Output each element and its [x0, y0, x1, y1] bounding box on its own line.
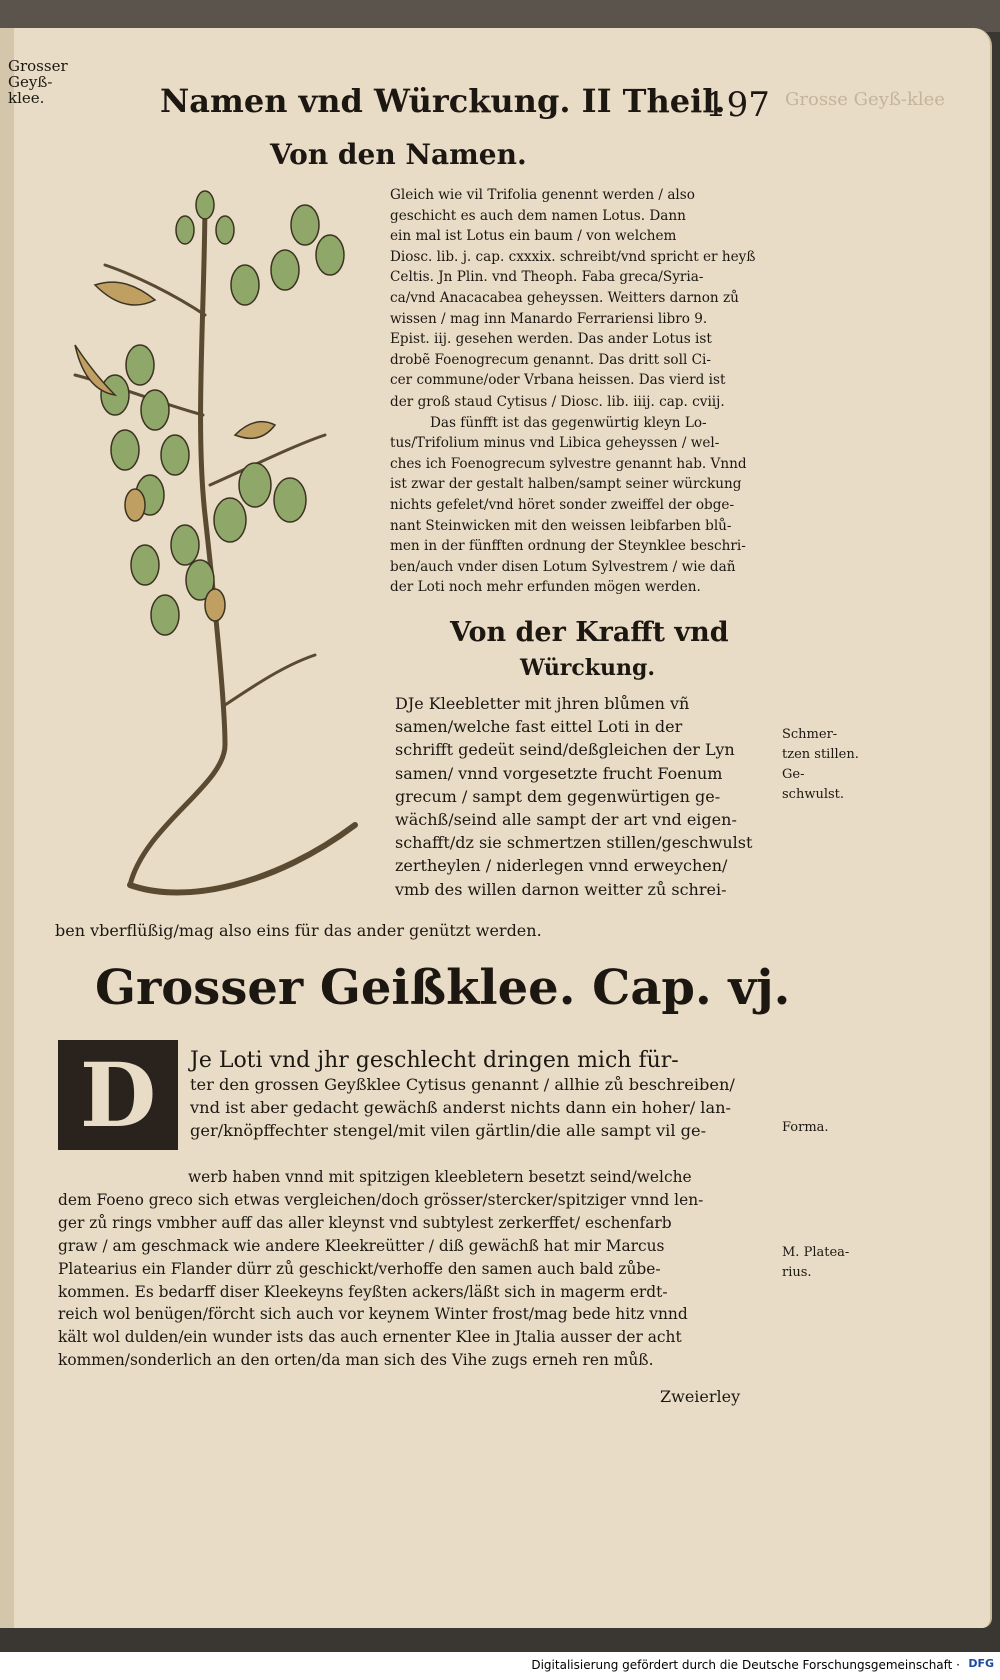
- text-line: Celtis. Jn Plin. vnd Theoph. Faba greca/Syria-: [390, 269, 704, 286]
- text-line: ben/auch vnder disen Lotum Sylvestrem / wie dañ: [390, 558, 736, 575]
- right-margin-ghost-text: Grosse Geyß-klee: [785, 89, 945, 110]
- text-line: zertheylen / niderlegen vnnd erweychen/: [395, 856, 728, 876]
- catchword: Zweierley: [660, 1387, 741, 1406]
- text-line: schafft/dz sie schmertzen stillen/geschwulst: [395, 833, 753, 853]
- text-line: ger zů rings vmbher auff das aller kleynst vnd subtylest zerkerffet/ eschenfarb: [58, 1213, 672, 1232]
- paragraph-krafft: [395, 692, 795, 901]
- text-line: kommen/sonderlich an den orten/da man sich des Vihe zugs erneh ren můß.: [58, 1351, 654, 1370]
- section-heading-krafft: Von der Krafft vnd: [450, 617, 729, 648]
- margin-note-forma: Forma.: [782, 1120, 829, 1135]
- text-line: drobẽ Foenogrecum genannt. Das dritt soll Ci-: [390, 351, 711, 368]
- text-line: vmb des willen darnon weitter zů schrei-: [395, 879, 727, 899]
- section-heading-namen: Von den Namen.: [270, 138, 527, 171]
- text-line: cer commune/oder Vrbana heissen. Das vierd ist: [390, 372, 726, 389]
- text-line: kommen. Es bedarff diser Kleekeyns feyßten ackers/läßt sich in magerm erdt-: [58, 1282, 668, 1301]
- text-line: Gleich wie vil Trifolia genennt werden / also: [390, 187, 695, 203]
- text-line: wächß/seind alle sampt der art vnd eigen-: [395, 810, 737, 830]
- text-line: nichts gefelet/vnd höret sonder zweiffel der obge-: [390, 496, 735, 513]
- footer-bar: [0, 1652, 1000, 1680]
- text-line: dem Foeno greco sich etwas vergleichen/doch grösser/stercker/spitziger vnnd len-: [58, 1190, 704, 1209]
- margin-note-schmertzen: [782, 725, 859, 805]
- page-number: 197: [705, 85, 770, 125]
- text-line: reich wol benügen/förcht sich auch vor keynem Winter frost/mag bede hitz vnnd: [58, 1305, 688, 1324]
- paragraph-names-2: [390, 392, 770, 598]
- text-line: ein mal ist Lotus ein baum / von welchem: [390, 228, 677, 245]
- text-line: ger/knöpffechter stengel/mit vilen gärtlin/die alle sampt vil ge-: [190, 1120, 707, 1140]
- section-heading-wuerckung: Würckung.: [520, 655, 656, 681]
- text-line: ist zwar der gestalt halben/sampt seiner würckung: [390, 476, 742, 493]
- chapter-heading: Grosser Geißklee. Cap. vj.: [95, 960, 791, 1016]
- page-gutter: [0, 28, 14, 1628]
- chapter-text-indented: [190, 1048, 735, 1143]
- text-line: der groß staud Cytisus / Diosc. lib. iiij. cap. cviij.: [390, 394, 725, 410]
- text-line: werb haben vnnd mit spitzigen kleebletern besetzt seind/welche: [188, 1168, 692, 1186]
- text-line: graw / am geschmack wie andere Kleekreütter / diß gewächß hat mir Marcus: [58, 1236, 665, 1255]
- text-line: tus/Trifolium minus vnd Libica geheyssen / wel-: [390, 435, 720, 452]
- text-line: grecum / sampt dem gegenwürtigen ge-: [395, 786, 721, 806]
- margin-note-platearius: [782, 1243, 849, 1283]
- text-line: DJe Kleebletter mit jhren blůmen vñ: [395, 694, 690, 713]
- text-line: Platearius ein Flander dürr zů geschickt/verhoffe den samen auch bald zůbe-: [58, 1259, 661, 1278]
- text-line: der Loti noch mehr erfunden mögen werden.: [390, 579, 701, 596]
- text-line: Je Loti vnd jhr geschlecht dringen mich für-: [190, 1048, 679, 1073]
- chapter-text-full: [58, 1166, 703, 1372]
- left-margin-note: Grosser Geyß-klee.: [8, 57, 68, 107]
- text-line: kält wol dulden/ein wunder ists das auch ernenter Klee in Jtalia ausser der acht: [58, 1328, 682, 1347]
- footer-credit: Digitalisierung gefördert durch die Deutsche Forschungsgemeinschaft ·: [531, 1658, 960, 1672]
- text-line: samen/welche fast eittel Loti in der: [395, 717, 683, 737]
- paragraph-names-1: [390, 185, 770, 391]
- text-line: Das fünfft ist das gegenwürtig kleyn Lo-: [430, 414, 707, 431]
- dfg-logo-icon: DFG: [968, 1657, 994, 1670]
- text-line: wissen / mag inn Manardo Ferrariensi libro 9.: [390, 310, 708, 327]
- decorated-initial: D: [58, 1040, 178, 1150]
- text-line: vnd ist aber gedacht gewächß anderst nichts dann ein hoher/ lan-: [190, 1097, 732, 1117]
- text-line: men in der fünfften ordnung der Steynklee beschri-: [390, 538, 746, 555]
- text-line: samen/ vnnd vorgesetzte frucht Foenum: [395, 763, 723, 783]
- paragraph-krafft-last-line: ben vberflüßig/mag also eins für das ander genützt werden.: [55, 921, 542, 940]
- text-line: ter den grossen Geyßklee Cytisus genannt / allhie zů beschreiben/: [190, 1075, 735, 1094]
- text-line: geschicht es auch dem namen Lotus. Dann: [390, 207, 686, 224]
- margin-note-line: rius.: [782, 1265, 812, 1280]
- text-line: ca/vnd Anacacabea geheyssen. Weitters darnon zů: [390, 289, 739, 306]
- plant-woodcut-illustration: [55, 185, 375, 905]
- text-line: Diosc. lib. j. cap. cxxxix. schreibt/vnd spricht er heyß: [390, 248, 756, 265]
- running-title: Namen vnd Würckung. II Theil.: [160, 82, 726, 120]
- margin-note-line: M. Platea-: [782, 1245, 850, 1260]
- text-line: nant Steinwicken mit den weissen leibfarben blů-: [390, 517, 732, 534]
- margin-note-line: Ge-: [782, 767, 805, 782]
- text-line: Epist. iij. gesehen werden. Das ander Lotus ist: [390, 331, 712, 348]
- text-line: ches ich Foenogrecum sylvestre genannt hab. Vnnd: [390, 455, 747, 472]
- margin-note-line: schwulst.: [782, 787, 845, 802]
- margin-note-line: Schmer-: [782, 727, 838, 742]
- text-line: schrifft gedeüt seind/deßgleichen der Lyn: [395, 740, 735, 760]
- margin-note-line: tzen stillen.: [782, 747, 859, 762]
